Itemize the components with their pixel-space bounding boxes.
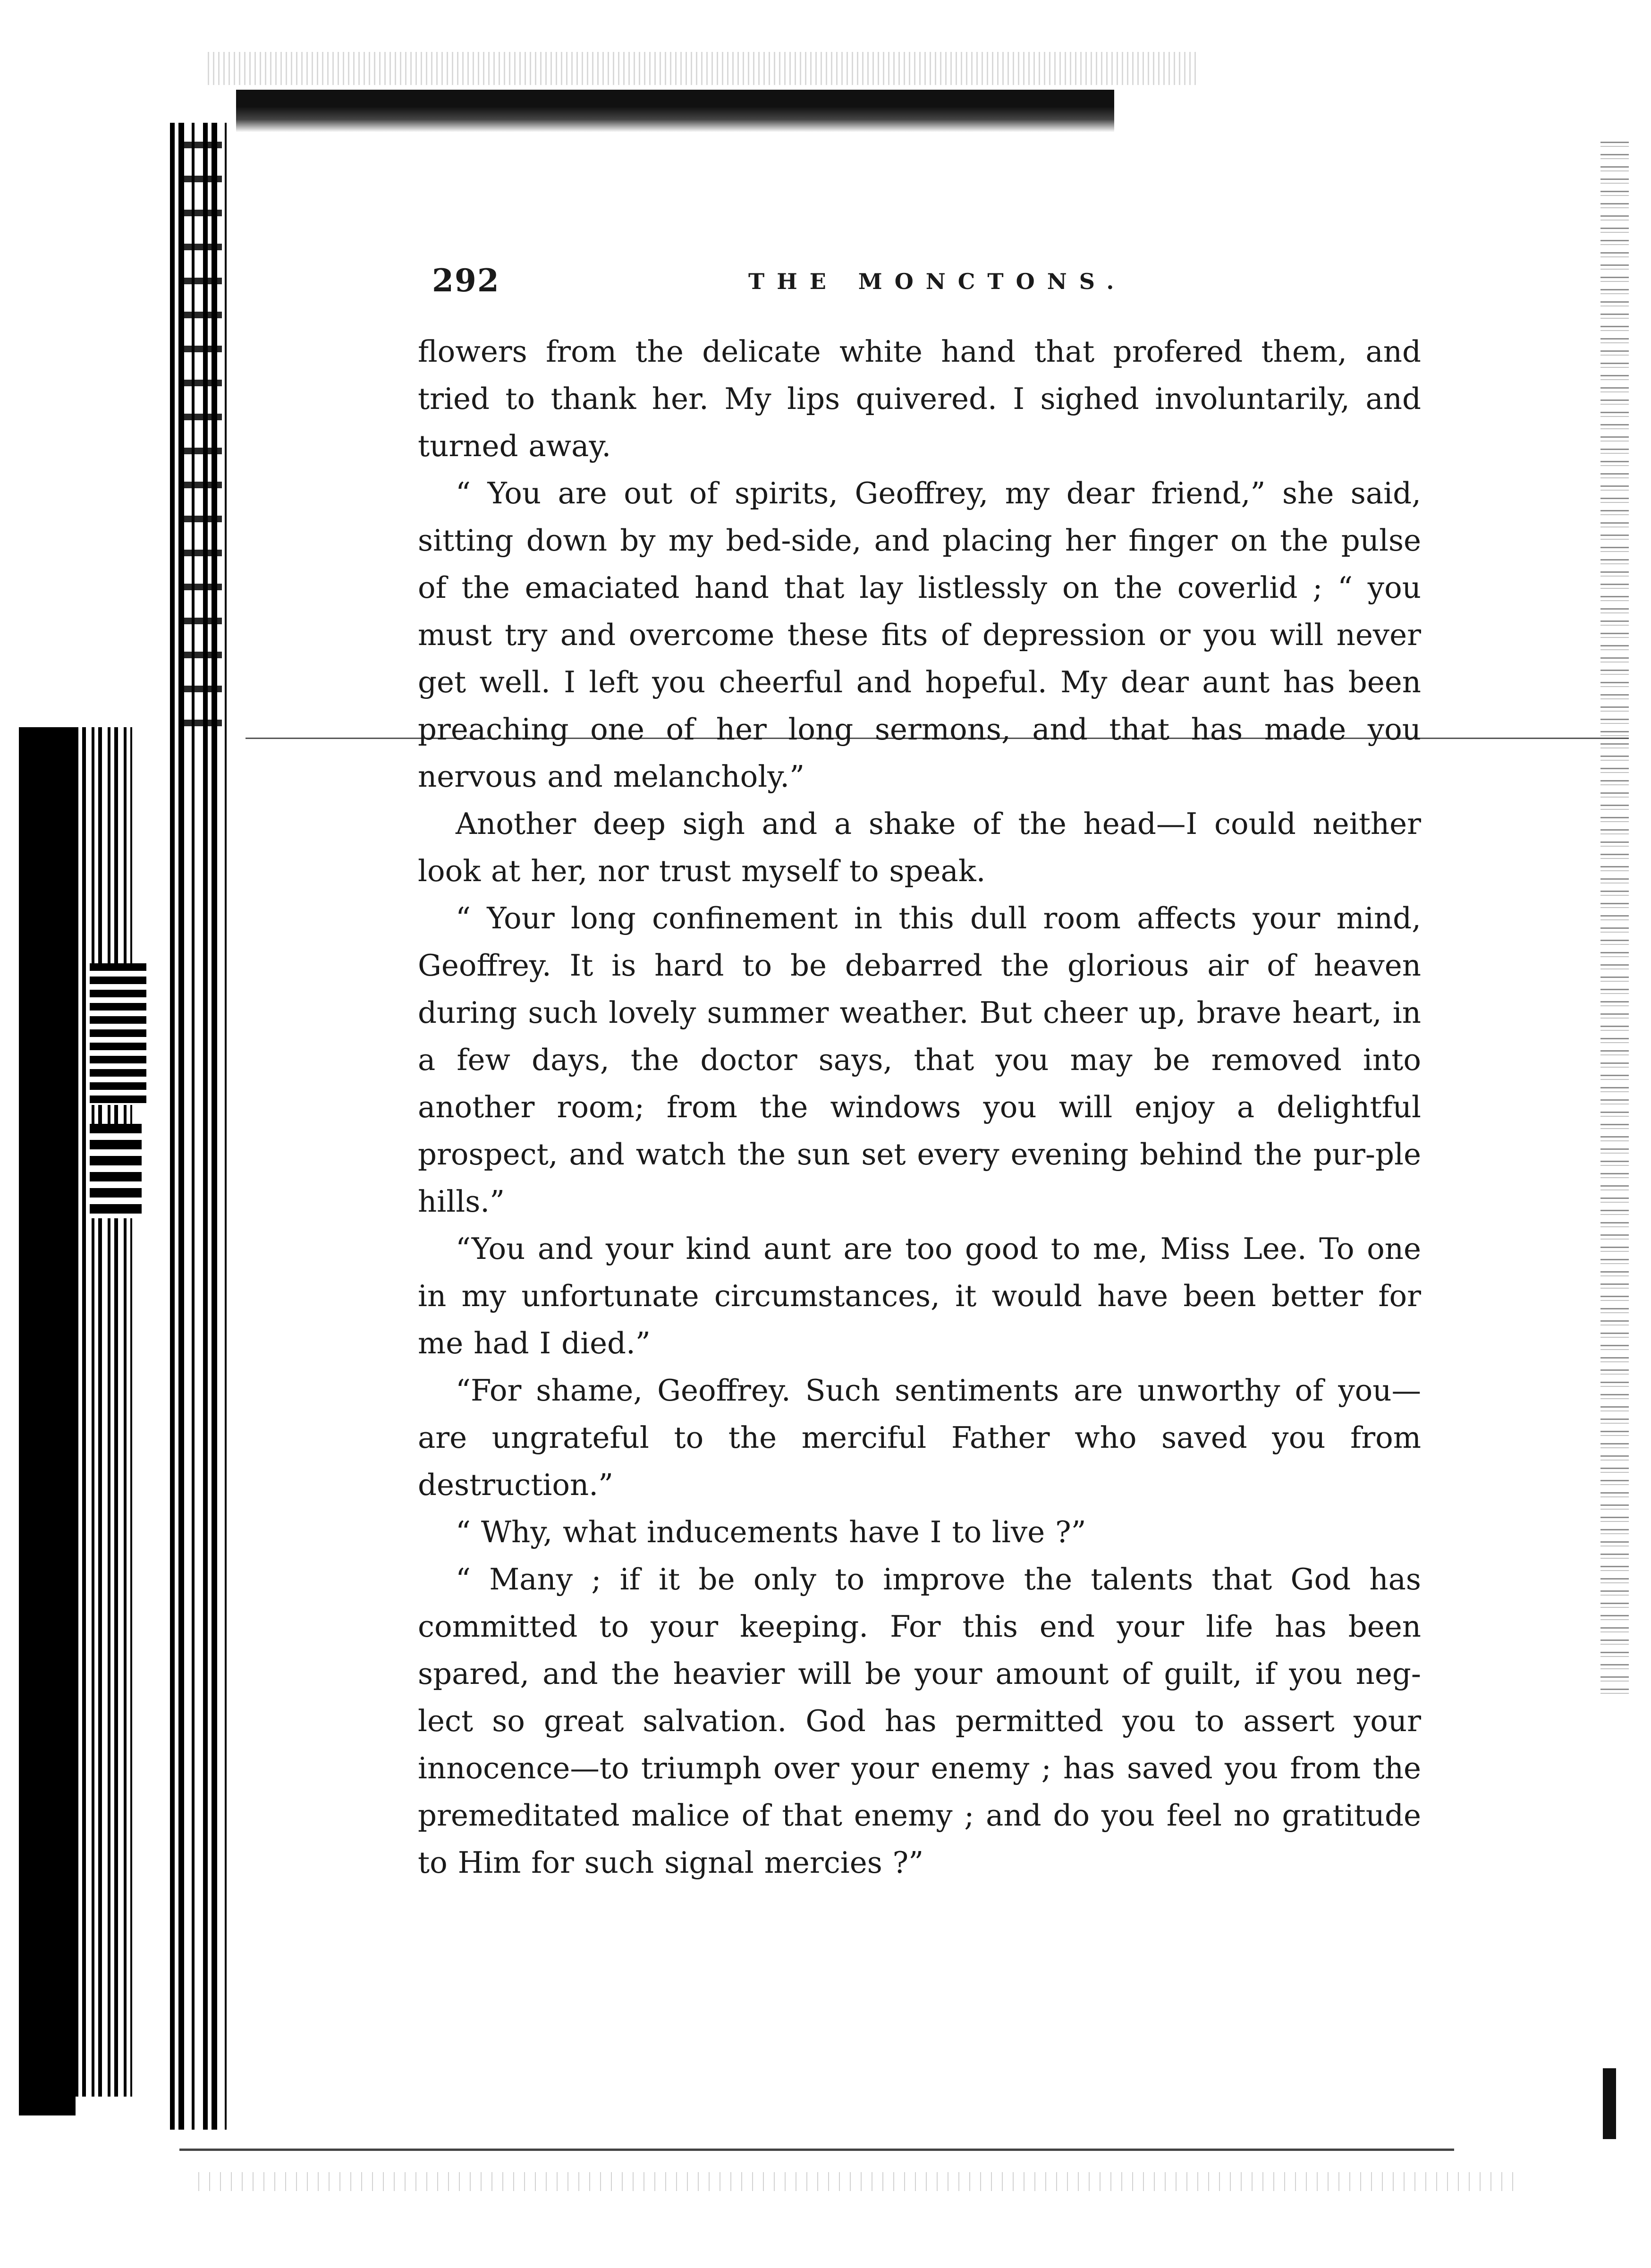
paragraph: Another deep sigh and a shake of the head—I could neither look at her, nor trust myself to speak. (418, 807, 1421, 888)
scan-bottom-noise (198, 2172, 1520, 2191)
paragraph: “ You are out of spirits, Geoffrey, my dear friend,” she said, sitting down by my bed-side, and placing her finger on the pulse of the emaciated hand that lay listlessly on the coverlid ; “ you must try and overcome these fits of depression or you will never get well. I left you cheerful and hopeful. My dear aunt has been preaching one of her long sermons, and that has made you nervous and melancholy.” (418, 476, 1421, 794)
scan-top-band (236, 90, 1114, 132)
book-page (418, 257, 1421, 1886)
paragraph: “You and your kind aunt are too good to me, Miss Lee. To one in my unfortunate circumstances, it would have been better for me had I died.” (418, 1232, 1421, 1360)
scan-speckle-top (208, 52, 1199, 85)
scan-right-edge-noise (1600, 142, 1629, 1700)
running-head: THE MONCTONS. (748, 269, 1126, 294)
paragraph: “ Many ; if it be only to improve the talents that God has committed to your keeping. For this end your life has been spared, and the heavier will be your amount of guilt, if you neg-lect so great salvation. God has permitted you to assert your innocence—to triumph over your enemy ; has saved you from the premeditated malice of that enemy ; and do you feel no gratitude to Him for such signal mercies ?” (418, 1562, 1421, 1880)
paragraph: “ Your long confinement in this dull room affects your mind, Geoffrey. It is hard to be debarred the glorious air of heaven during such lovely summer weather. But cheer up, brave heart, in a few days, the doctor says, that you may be removed into another room; from the windows you will enjoy a delightful prospect, and watch the sun set every evening behind the pur-ple hills.” (418, 901, 1421, 1219)
spine-tick-marks (184, 142, 222, 732)
page-edge-stripes-upper (90, 963, 146, 1105)
scan-bottom-line (179, 2149, 1454, 2151)
page-number: 292 (432, 262, 500, 299)
paragraph: “ Why, what inducements have I to live ?” (456, 1515, 1086, 1549)
page-header (418, 257, 1421, 328)
paragraph: “For shame, Geoffrey. Such sentiments are unworthy of you—are ungrateful to the merciful Father who saved you from destruction.” (418, 1373, 1421, 1502)
paragraph: flowers from the delicate white hand that profered them, and tried to thank her. My lips quivered. I sighed involuntarily, and turned away. (418, 334, 1421, 463)
page-edge-stripes-lower (90, 1124, 142, 1218)
scan-right-edge-mark (1603, 2068, 1616, 2139)
book-spine-shadow (19, 727, 76, 2115)
book-page-edges (76, 727, 132, 2097)
